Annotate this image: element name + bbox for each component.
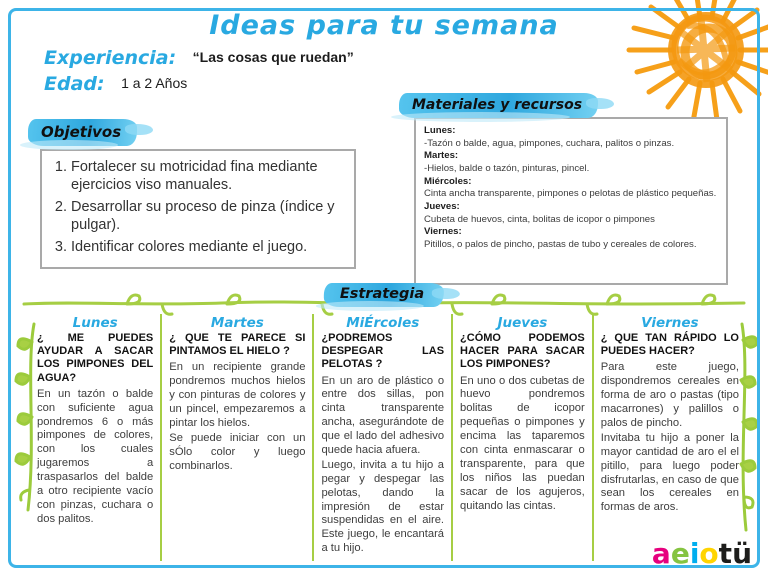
day-column-header: Lunes (72, 315, 118, 331)
experiencia-value: “Las cosas que ruedan” (192, 49, 354, 65)
day-column-header: Jueves (497, 315, 548, 331)
day-column (160, 314, 312, 561)
objetivo-item: 3. Identificar colores mediante el juego. (71, 238, 346, 256)
day-column-header: Viernes (641, 315, 699, 331)
day-activity-paragraph: En un recipiente grande pondremos muchos hielos y con pinturas de colores y un pincel, empezaremos a pintar los hielos. (169, 361, 306, 429)
material-day-items: -Hielos, balde o tazón, pinturas, pincel. (424, 162, 590, 174)
day-activity-paragraph: Se puede iniciar con un sÓlo color y luego combinarlos. (169, 431, 306, 472)
day-column (451, 314, 592, 561)
objetivos-badge: Objetivos (28, 119, 137, 146)
aeiotu-logo (652, 537, 752, 570)
materiales-badge: Materiales y recursos (399, 93, 598, 118)
day-activity-paragraph: Luego, invita a tu hijo a pegar y despegar las pelotas, dando la impresión de estar suspendidas en el aire. Este juego, le encantará a tu hijo. (321, 458, 445, 555)
page-title: Ideas para tu semana (209, 10, 559, 41)
objetivo-item: 2. Desarrollar su proceso de pinza (índice y pulgar). (71, 198, 346, 235)
objetivos-box (40, 149, 356, 269)
edad-row (44, 73, 187, 95)
material-day-items: -Tazón o balde, agua, pimpones, cuchara, palitos o pinzas. (424, 137, 675, 149)
logo-letter: ü (732, 537, 752, 570)
experiencia-row (44, 47, 354, 69)
day-activity-title: ¿PODREMOS DESPEGAR LAS PELOTAS ? (321, 332, 445, 371)
material-day-label: Miércoles: (424, 175, 472, 187)
day-activity-title: ¿CÓMO PODEMOS HACER PARA SACAR LOS PIMPONES? (460, 332, 585, 371)
day-column (592, 314, 746, 561)
day-activity-title: ¿ ME PUEDES AYUDAR A SACAR LOS PIMPONES DEL AGUA? (37, 332, 154, 384)
edad-value: 1 a 2 Años (121, 75, 188, 91)
day-activity-paragraph: En un tazón o balde con suficiente agua pondremos 6 o más pimpones de colores, con los cuales jugaremos a traspasarlos del balde a otro recipiente vacío con pinzas, cuchara o dos palitos. (37, 387, 154, 525)
logo-letter: o (699, 537, 719, 570)
materiales-box (414, 117, 728, 285)
material-day-items: Pitillos, o palos de pincho, pastas de tubo y cereales de colores. (424, 238, 697, 250)
day-column (30, 314, 160, 561)
experiencia-label: Experiencia: (44, 47, 177, 69)
logo-letter: i (689, 537, 700, 570)
day-column (312, 314, 451, 561)
logo-letter: e (670, 537, 690, 570)
material-day-items: Cubeta de huevos, cinta, bolitas de icopor o pimpones (424, 213, 655, 225)
material-day-items: Cinta ancha transparente, pimpones o pelotas de plástico pequeñas. (424, 188, 717, 200)
material-day-label: Jueves: (424, 200, 460, 212)
objetivo-item: 1. Fortalecer su motricidad fina mediante ejercicios viso manuales. (71, 158, 346, 195)
day-activity-paragraph: En un aro de plástico o entre dos sillas, pon cinta transparente ancha, asegurándote de que el lado del adhesivo quede hacia afuera. (321, 374, 445, 457)
day-column-header: MiÉrcoles (346, 315, 420, 331)
estrategia-badge: Estrategia (324, 283, 444, 307)
logo-letter: t (718, 537, 733, 570)
day-activity-paragraph: Invitaba tu hijo a poner la mayor cantidad de aro el el pitillo, para luego poder disfrutarlas, en caso de que sean los cereales en formas de aros. (600, 431, 739, 514)
objetivos-list (44, 158, 346, 256)
day-activity-paragraph: Para este juego, dispondremos cereales en forma de aro o pastas (tipo macarrones) y palillos o palos de pincho. (600, 361, 739, 429)
day-activity-title: ¿ QUE TAN RÁPIDO LO PUEDES HACER? (600, 332, 739, 358)
day-column-header: Martes (210, 315, 264, 331)
logo-letter: a (651, 537, 671, 570)
day-activity-paragraph: En uno o dos cubetas de huevo pondremos bolitas de icopor pequeñas o pimpones y encima las taparemos con cinta enmascarar o transparente, para que los niños las puedan sacar de los agujeros, quitando las cintas. (460, 374, 585, 512)
material-day-label: Martes: (424, 150, 459, 162)
material-day-label: Lunes: (424, 125, 456, 136)
strategy-columns (30, 314, 746, 561)
material-day-label: Viernes: (424, 226, 462, 238)
edad-label: Edad: (44, 73, 105, 95)
day-activity-title: ¿ QUE TE PARECE SI PINTAMOS EL HIELO ? (169, 332, 306, 358)
